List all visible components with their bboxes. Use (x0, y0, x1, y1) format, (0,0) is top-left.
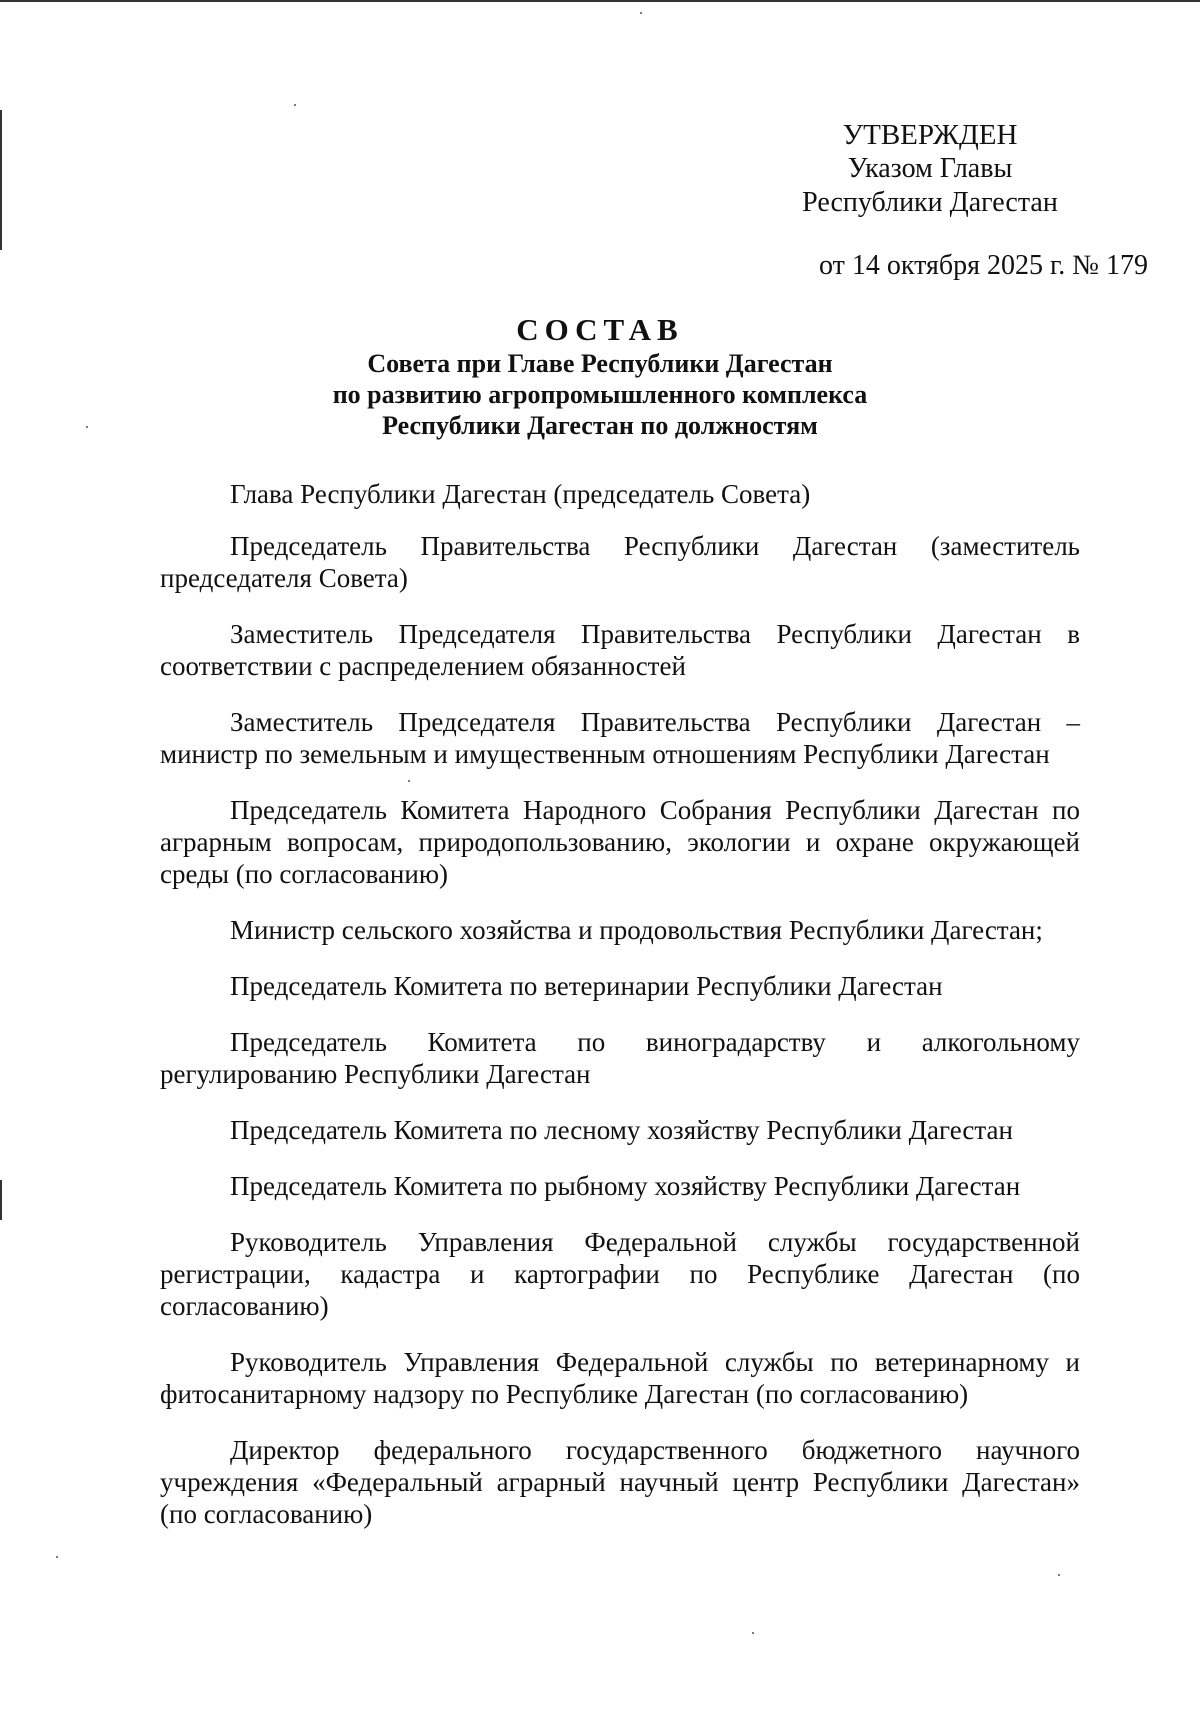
list-item: Председатель Комитета по виноградарству и алкогольному регулированию Республики Дагестан (160, 1027, 1080, 1089)
title-main: СОСТАВ (516, 312, 684, 347)
scan-speck (56, 1556, 58, 1558)
approval-republic: Республики Дагестан (802, 187, 1058, 218)
list-item: Министр сельского хозяйства и продовольствия Республики Дагестан; (230, 915, 1043, 945)
members-list (160, 478, 1080, 1530)
list-item: Председатель Комитета по ветеринарии Республики Дагестан (230, 971, 943, 1001)
document-title (0, 312, 1200, 441)
approval-decree: Указом Главы (847, 153, 1013, 184)
list-item: Директор федерального государственного бюджетного научного учреждения «Федеральный аграрный научный центр Республики Дагестан» (по согласованию) (160, 1435, 1080, 1529)
scan-border-left-lower (0, 1180, 2, 1220)
list-item: Председатель Правительства Республики Дагестан (заместитель председателя Совета) (160, 531, 1080, 593)
approval-stamp-block (760, 118, 1100, 220)
document-date-number: от 14 октября 2025 г. № 179 (818, 250, 1148, 281)
scan-speck (294, 104, 296, 106)
list-item: Председатель Комитета Народного Собрания Республики Дагестан по аграрным вопросам, природопользованию, экологии и охране окружающей среды (по согласованию) (160, 795, 1080, 889)
scan-speck (640, 12, 642, 14)
list-item: Председатель Комитета по лесному хозяйству Республики Дагестан (230, 1115, 1013, 1145)
list-item: Глава Республики Дагестан (председатель Совета) (230, 479, 811, 509)
list-item: Заместитель Председателя Правительства Республики Дагестан в соответствии с распределением обязанностей (160, 619, 1080, 681)
list-item: Председатель Комитета по рыбному хозяйству Республики Дагестан (230, 1171, 1021, 1201)
list-item: Руководитель Управления Федеральной службы государственной регистрации, кадастра и картографии по Республике Дагестан (по согласованию) (160, 1227, 1080, 1321)
list-item: Руководитель Управления Федеральной службы по ветеринарному и фитосанитарному надзору по Республике Дагестан (по согласованию) (160, 1347, 1080, 1409)
title-line-2: по развитию агропромышленного комплекса (332, 380, 868, 409)
title-line-1: Совета при Главе Республики Дагестан (367, 349, 833, 378)
scan-speck (1058, 1574, 1060, 1576)
scan-border-left (0, 110, 2, 250)
scan-speck (752, 1632, 754, 1634)
list-item: Заместитель Председателя Правительства Республики Дагестан – министр по земельным и имущественным отношениям Республики Дагестан (160, 707, 1080, 769)
approval-heading: УТВЕРЖДЕН (842, 119, 1018, 151)
scan-border-top (0, 0, 1200, 2)
title-line-3: Республики Дагестан по должностям (382, 411, 818, 440)
